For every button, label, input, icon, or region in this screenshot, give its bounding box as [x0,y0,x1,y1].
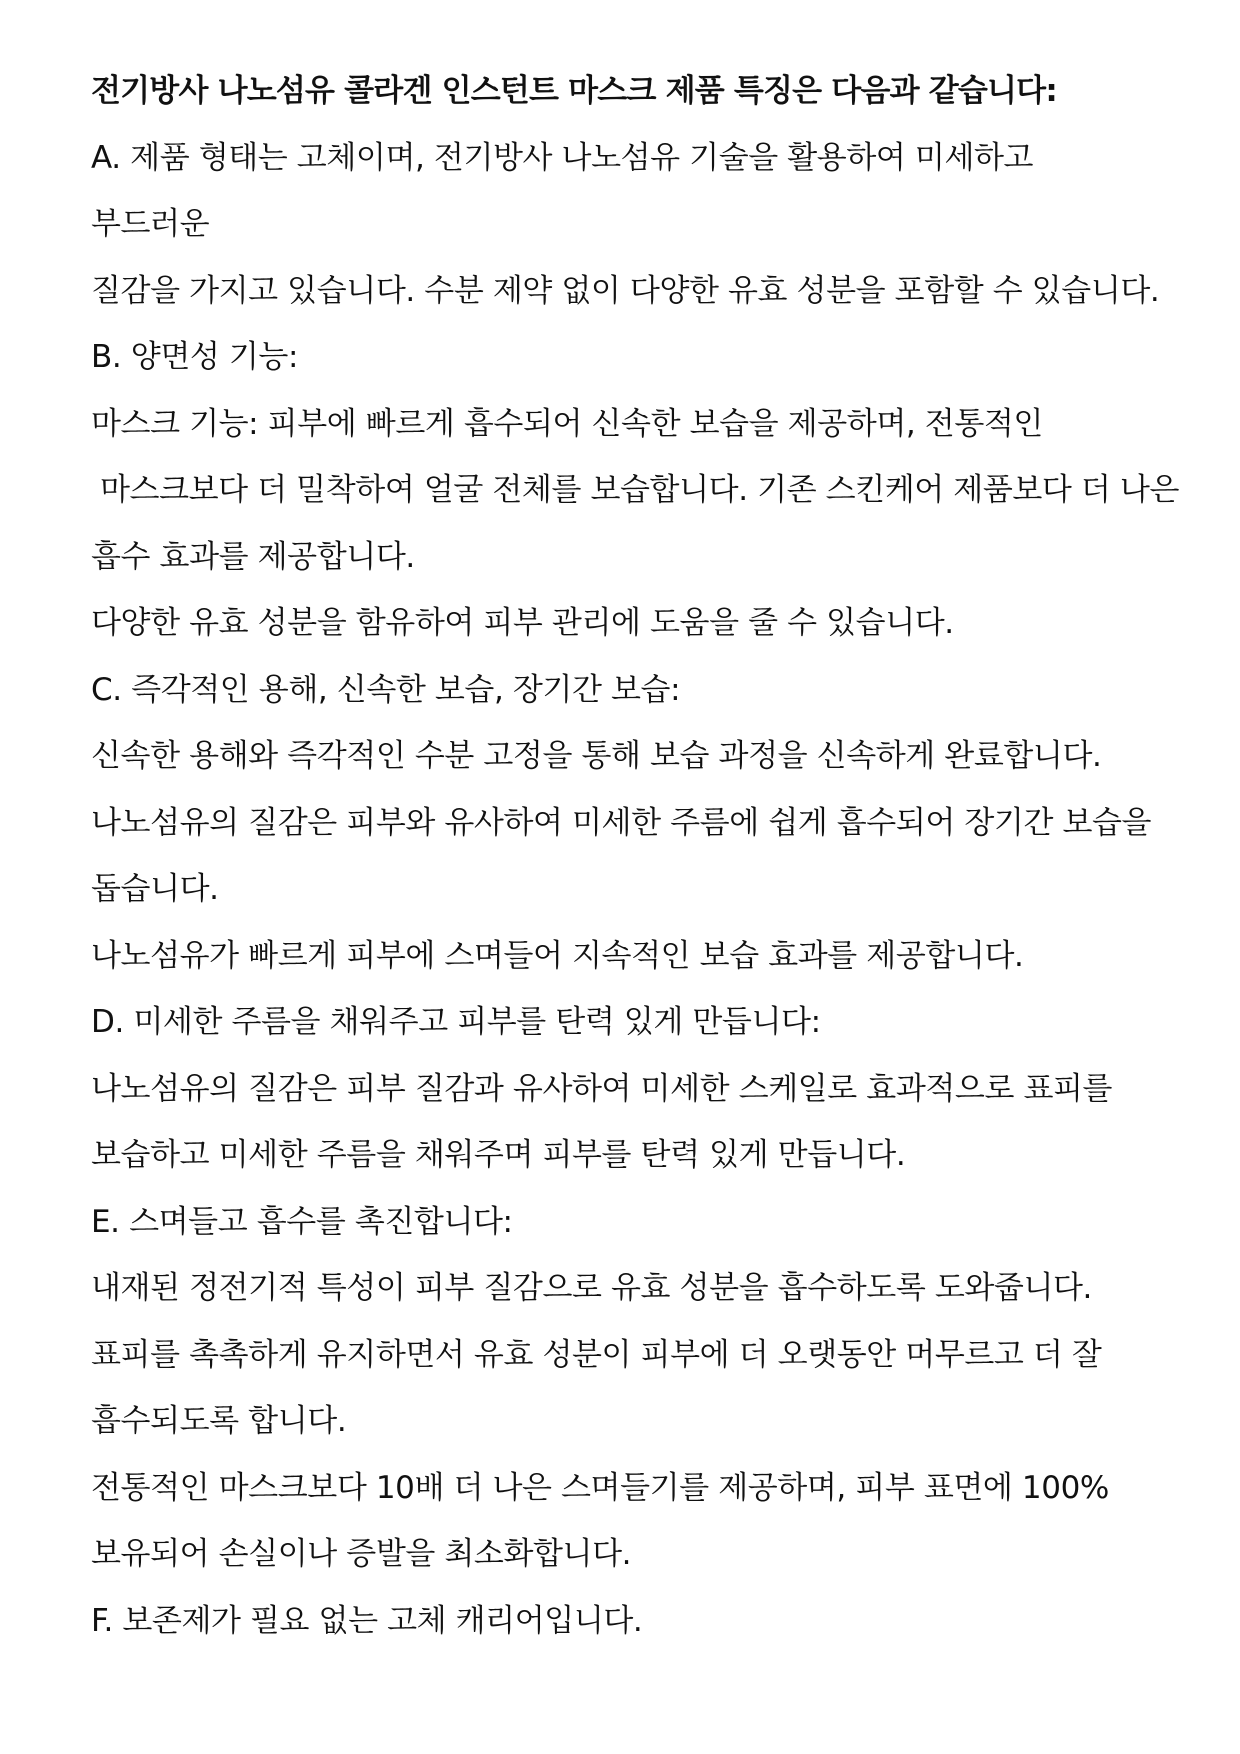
section-f-heading: F. 보존제가 필요 없는 고체 캐리어입니다. [91,1602,643,1639]
section-c-heading: C. 즉각적인 용해, 신속한 보습, 장기간 보습: [91,671,681,708]
text-line: 나노섬유의 질감은 피부와 유사하여 미세한 주름에 쉽게 흡수되어 장기간 보습을 [91,804,1152,841]
text-line: 보습하고 미세한 주름을 채워주며 피부를 탄력 있게 만듭니다. [91,1137,906,1173]
document-title: 전기방사 나노섬유 콜라겐 인스턴트 마스크 제품 특징은 다음과 같습니다: [91,73,1057,109]
text-line: 다양한 유효 성분을 함유하여 피부 관리에 도움을 줄 수 있습니다. [91,605,954,641]
text-line: 나노섬유가 빠르게 피부에 스며들어 지속적인 보습 효과를 제공합니다. [91,937,1024,974]
text-line: 돕습니다. [91,871,219,907]
text-line: 마스크보다 더 밀착하여 얼굴 전체를 보습합니다. 기존 스킨케어 제품보다 더 나은 [100,472,1180,508]
text-line: 부드러운 [91,206,210,242]
text-line: 질감을 가지고 있습니다. 수분 제약 없이 다양한 유효 성분을 포함할 수 있습니다. [91,272,1160,309]
document-body [91,58,1201,1654]
text-line: 흡수 효과를 제공합니다. [91,538,415,575]
text-line: 보유되어 손실이나 증발을 최소화합니다. [91,1536,632,1572]
text-line: 흡수되도록 합니다. [91,1403,347,1439]
section-d-heading: D. 미세한 주름을 채워주고 피부를 탄력 있게 만듭니다: [91,1004,821,1040]
text-line: 내재된 정전기적 특성이 피부 질감으로 유효 성분을 흡수하도록 도와줍니다. [91,1270,1093,1306]
text-line: 마스크 기능: 피부에 빠르게 흡수되어 신속한 보습을 제공하며, 전통적인 [91,405,1043,442]
section-a-heading: A. 제품 형태는 고체이며, 전기방사 나노섬유 기술을 활용하여 미세하고 [91,139,1034,176]
section-b-heading: B. 양면성 기능: [91,339,299,375]
text-line: 신속한 용해와 즉각적인 수분 고정을 통해 보습 과정을 신속하게 완료합니다. [91,738,1102,774]
text-line: 표피를 촉촉하게 유지하면서 유효 성분이 피부에 더 오랫동안 머무르고 더 잘 [91,1336,1102,1373]
text-line: 전통적인 마스크보다 10배 더 나은 스며들기를 제공하며, 피부 표면에 100% [91,1469,1109,1506]
section-e-heading: E. 스며들고 흡수를 촉진합니다: [91,1203,513,1240]
text-line: 나노섬유의 질감은 피부 질감과 유사하여 미세한 스케일로 효과적으로 표피를 [91,1070,1113,1107]
